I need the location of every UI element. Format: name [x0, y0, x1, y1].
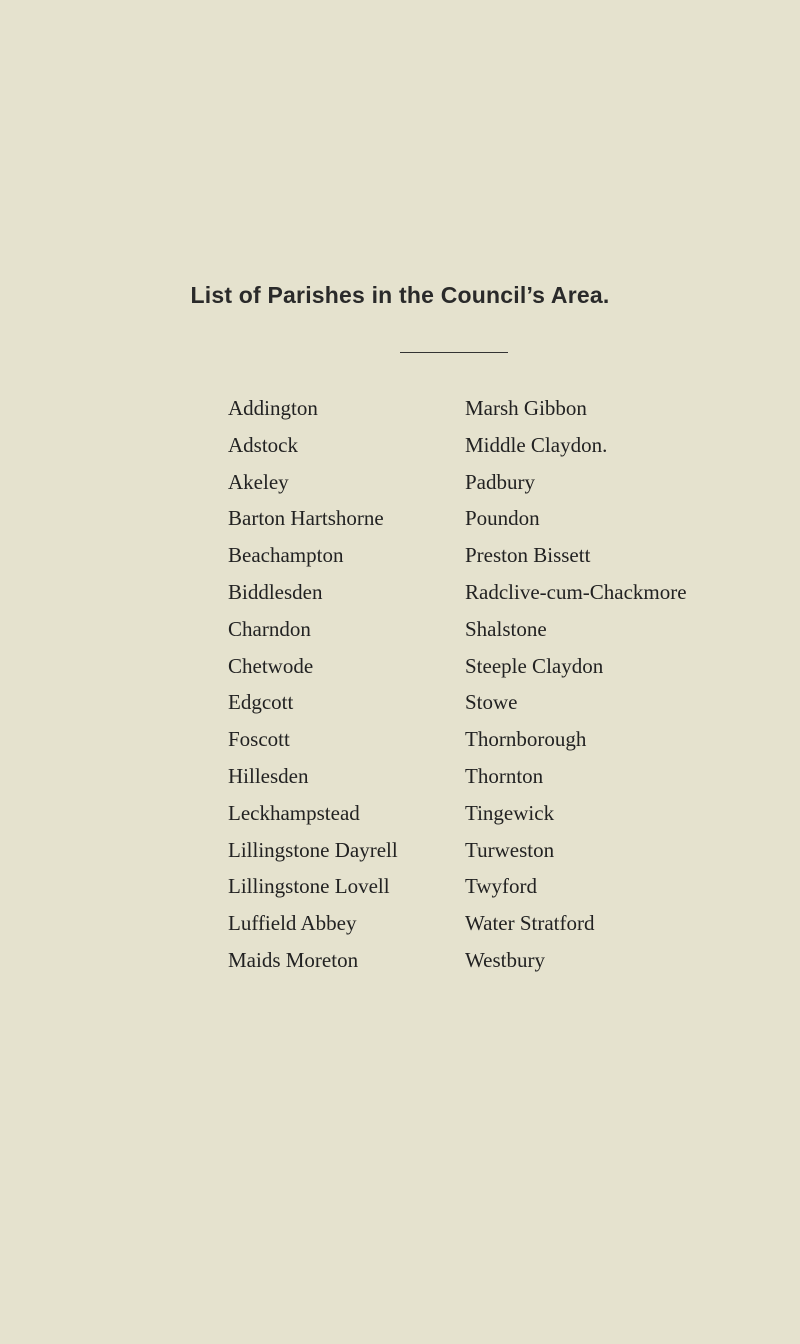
parish-list-right: [465, 396, 687, 985]
parish-item: Preston Bissett: [465, 543, 591, 568]
parish-item: Edgcott: [228, 690, 294, 715]
parish-item: Barton Hartshorne: [228, 506, 384, 531]
parish-item: Biddlesden: [228, 579, 323, 604]
parish-item: Stowe: [465, 690, 518, 715]
parish-item: Akeley: [228, 469, 289, 494]
page-title: List of Parishes in the Council’s Area.: [190, 282, 610, 308]
title-divider: [400, 352, 508, 353]
parish-item: Steeple Claydon: [465, 653, 604, 678]
parish-item: Charndon: [228, 616, 311, 641]
parish-item: Leckhampstead: [228, 800, 360, 825]
parish-item: Thornborough: [465, 727, 587, 752]
parish-item: Addington: [228, 396, 318, 420]
parish-item: Water Stratford: [465, 911, 595, 936]
parish-item: Radclive-cum-Chackmore: [465, 579, 687, 604]
parish-item: Hillesden: [228, 763, 309, 788]
parish-item: Luffield Abbey: [228, 911, 357, 936]
parish-item: Shalstone: [465, 616, 547, 641]
parish-item: Westbury: [465, 947, 545, 972]
parish-item: Poundon: [465, 506, 540, 531]
parish-list-left: [228, 396, 398, 985]
parish-item: Padbury: [465, 469, 535, 494]
parish-item: Beachampton: [228, 543, 344, 568]
parish-item: Thornton: [465, 763, 544, 788]
parish-item: Maids Moreton: [228, 947, 359, 972]
parish-item: Chetwode: [228, 653, 314, 678]
parish-item: Middle Claydon.: [465, 432, 608, 457]
parish-item: Lillingstone Lovell: [228, 874, 390, 899]
parish-item: Tingewick: [465, 800, 555, 825]
parish-item: Lillingstone Dayrell: [228, 837, 398, 862]
parish-item: Marsh Gibbon: [465, 396, 587, 420]
parish-item: Adstock: [228, 432, 298, 457]
parish-item: Foscott: [228, 727, 290, 752]
parish-item: Turweston: [465, 837, 555, 862]
parish-item: Twyford: [465, 874, 538, 899]
